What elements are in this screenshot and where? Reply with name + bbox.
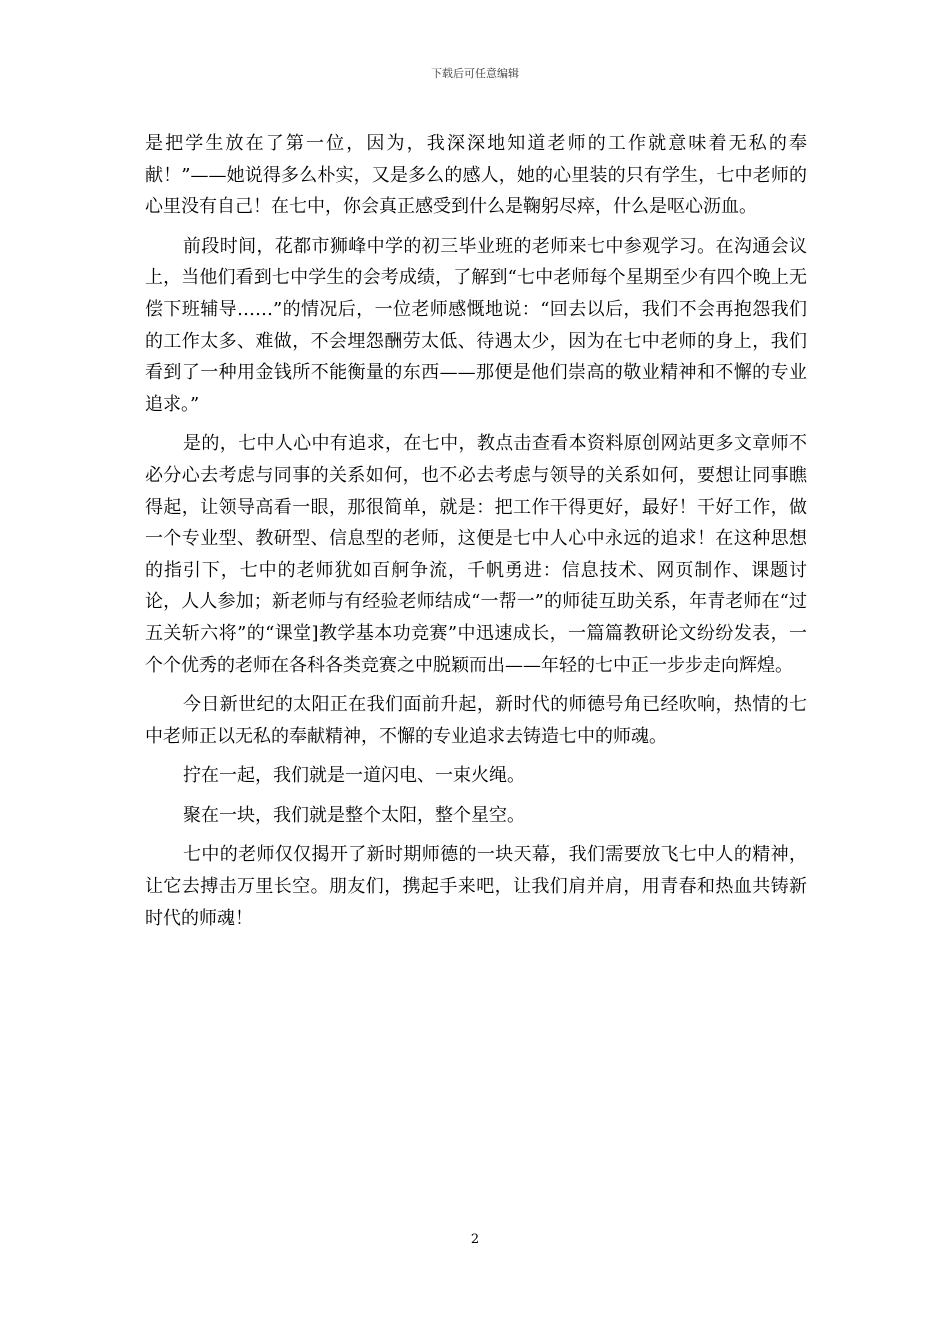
text-line: 沥血。 xyxy=(703,196,757,218)
paragraph xyxy=(145,231,807,421)
text-line: 的七中老师正以无私的奉献精神，不懈的专业追求去铸造七中的师魂。 xyxy=(145,694,808,747)
text-line: 拧在一起，我们就是一道闪电、一束火绳。 xyxy=(183,765,525,787)
text-line: 让同事瞧得起，让领导高看一眼，那很简单，就是：把工作干得更好，最好！ xyxy=(145,464,807,518)
page-footer xyxy=(0,1232,950,1248)
text-line: 今日新世纪的太阳正在我们面前升起，新时代的师德号角已经吹响，热情 xyxy=(183,694,771,716)
paragraph xyxy=(145,800,807,832)
text-line: 长，一篇篇教研论文纷纷发表，一个个优秀的老师在各科各类竞赛之中脱颖而 xyxy=(145,622,807,676)
text-line: 聚在一块，我们就是整个太阳，整个星空。 xyxy=(183,804,525,826)
paragraph xyxy=(145,839,807,934)
text-line: 会议上，当他们看到七中学生的会考成绩，了解到“七中老师每个星期至少有 xyxy=(145,235,808,289)
text-line: 血共铸新时代的师魂！ xyxy=(145,876,807,929)
text-line: 七中老师的身上，我们看到了一种用金钱所不能衡量的东西——那便是他们崇 xyxy=(145,330,808,384)
text-line: 追求！在这种思想的指引下，七中的老师犹如百舸争流，千帆勇进：信息技术、 xyxy=(145,528,808,581)
text-line: 献！”——她说得多么朴实，又是多么的感人，她的心里装的只有学生，七中 xyxy=(145,164,753,186)
page-header xyxy=(0,66,950,82)
text-line: 是把学生放在了第一位，因为，我深深地知道老师的工作就意味着无私的奉 xyxy=(145,133,807,154)
text-line: 网页制作、课题讨论，人人参加；新老师与有经验老师结成“一帮一”的师徒 xyxy=(145,559,808,613)
paragraph xyxy=(145,428,807,681)
text-line: 七中的老师仅仅揭开了新时期师德的一块天幕，我们需要放飞七中人的精 xyxy=(183,844,771,866)
text-line: 神，让它去搏击万里长空。朋友们，携起手来吧，让我们肩并肩，用青春和热 xyxy=(145,844,808,898)
text-line: 四个晚上无偿下班辅导……”的情况后，一位老师感慨地说：“回去以后，我 xyxy=(145,267,808,320)
text-line: 是的，七中人心中有追求，在七中，教点击查看本资料原创网站更多文章 xyxy=(183,433,771,455)
text-line: 们不会再抱怨我们的工作太多、难做，不会埋怨酬劳太低、待遇太少，因为在 xyxy=(145,298,808,352)
text-line: 干好工作，做一个专业型、教研型、信息型的老师，这便是七中人心中永远的 xyxy=(145,496,807,550)
text-line: 高的敬业精神和不懈的专业追求。” xyxy=(145,362,807,415)
text-line: 师不必分心去考虑与同事的关系如何，也不必去考虑与领导的关系如何，要想 xyxy=(145,433,808,486)
text-line: 互助关系，年青老师在“过五关斩六将”的“课堂]教学基本功竞赛”中迅速成 xyxy=(145,591,808,644)
paragraph xyxy=(145,760,807,792)
text-line: 出——年轻的七中正一步步走向辉煌。 xyxy=(487,654,793,676)
header-text: 下载后可任意编辑 xyxy=(431,67,519,80)
document-body xyxy=(145,128,807,942)
paragraph xyxy=(145,689,807,752)
text-line: 老师的心里没有自己！在七中，你会真正感受到什么是鞠躬尽瘁，什么是呕心 xyxy=(145,164,808,218)
paragraph xyxy=(145,128,807,223)
page-number: 2 xyxy=(470,1232,480,1247)
text-line: 前段时间，花都市狮峰中学的初三毕业班的老师来七中参观学习。在沟通 xyxy=(183,235,771,257)
